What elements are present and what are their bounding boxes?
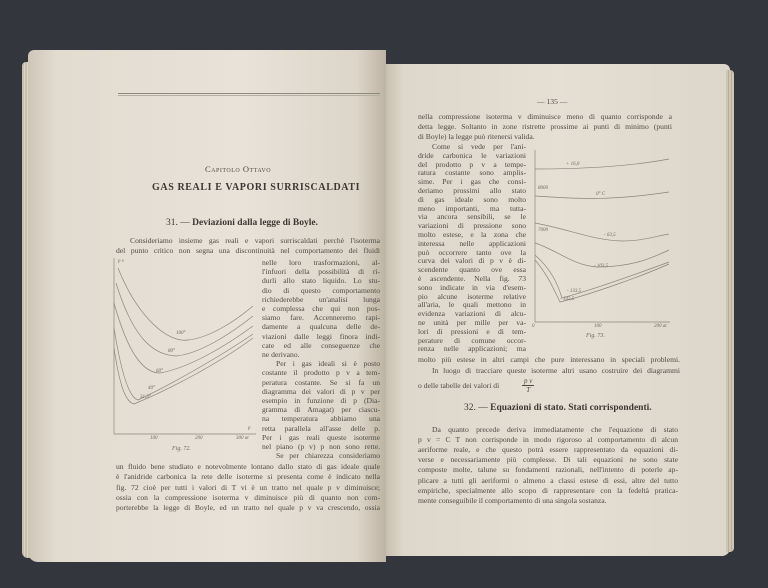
text-line: ne unità per mille per va- <box>418 318 526 327</box>
section-number: 32. — <box>464 403 488 413</box>
text-line: scendente quanto ove essa <box>418 265 526 275</box>
curve-label: 31,3° <box>140 395 151 400</box>
text-line: damente a qualcuna delle de- <box>262 322 380 332</box>
text-line: viazioni dalle leggi finora indi- <box>262 331 380 341</box>
curve-label: 100° <box>176 331 186 336</box>
text-line: esempio in funzione di p (Dia- <box>262 396 380 405</box>
text-line: Per i gas ideali si è posto <box>276 359 380 369</box>
text-line: di Boyle) la legge può ritenersi valida. <box>418 132 535 142</box>
header-rule <box>118 93 380 94</box>
text-line: deriamo prossimi allo stato <box>418 186 526 195</box>
text-line: Come si vede per l'ani- <box>432 142 526 151</box>
figure-72-diagram <box>108 258 258 438</box>
isotherm-100 <box>118 268 253 340</box>
text-line: via ancora sensibili, se le <box>418 212 526 222</box>
curve-label: + 16,0 <box>566 162 580 167</box>
x-tick: 300 at <box>236 436 249 441</box>
section-title: Deviazioni dalla legge di Boyle. <box>192 218 318 228</box>
curve-label: 80° <box>168 349 175 354</box>
text-line: Per i gas reali queste isoterme <box>262 432 380 442</box>
text-line: cate ed alle conseguenze che <box>262 340 380 350</box>
section-heading-32 <box>464 403 652 414</box>
text-line: porterebbe la legge di Boyle, ed un tratto nel quale p v va crescendo, ossia <box>116 503 380 513</box>
curve-label: - 63,5 <box>604 233 616 238</box>
text-line: siamo fare. Accenneremo rapi- <box>262 313 380 323</box>
page-number: — 135 — <box>537 97 568 106</box>
text-line: nella compressione isoterma v diminuisce meno di quanto corrisponde a <box>418 112 672 121</box>
fraction-pv-over-t <box>522 377 534 394</box>
text-line: variazioni di pressione sono <box>418 221 526 231</box>
figure-73-diagram <box>532 150 672 325</box>
isotherm <box>535 223 669 241</box>
text-line: composte molte, talune su fondamenti razionali, nell'intento di poterle ap- <box>418 465 678 475</box>
text-line: di gas ideale sono molto <box>418 194 526 204</box>
isotherm-60 <box>114 303 253 373</box>
text-line: verse e necessariamente più complesse. Di tali equazioni ne sono state <box>418 455 678 465</box>
curve-label: 0° C <box>596 192 606 197</box>
x-tick: 200 <box>195 436 203 441</box>
text-line: l'infuori della possibilità di ri- <box>262 267 380 277</box>
figure-caption: Fig. 72. <box>172 446 191 452</box>
text-line: Se per chiarezza consideriamo <box>276 451 380 461</box>
text-line: Consideriamo insieme gas reali e vapori surriscaldati perchè l'isoterma <box>130 236 380 245</box>
y-tick: 7000 <box>538 228 548 233</box>
y-tick: 8000 <box>538 186 548 191</box>
text-line: interessa nelle applicazioni <box>418 238 526 248</box>
text-line: empiriche, specialmente allo scopo di rappresentare con la fedeltà pratica- <box>418 485 678 495</box>
text-line: un fluido bene studiato e notevolmente lontano dallo stato di gas ideale quale <box>116 462 380 471</box>
text-line: gramma di Amagat) per ciascu- <box>262 405 380 415</box>
text-line: fig. 72 cioè per tutti i valori di T vi è un tratto nel quale p v diminuisce; <box>116 482 380 492</box>
section-heading-31 <box>166 218 318 229</box>
chapter-title: GAS REALI E VAPORI SURRISCALDATI <box>152 182 361 193</box>
section-number: 31. — <box>166 218 190 228</box>
x-tick: 100 <box>150 436 158 441</box>
text-line: evidenza variazioni di alcu- <box>418 309 526 319</box>
text-line: detta legge. Soltanto in zone ristrette prossime ai punti di minimo (punti <box>418 122 672 132</box>
chapter-heading: Capitolo Ottavo <box>205 164 272 174</box>
text-line: del punto critico non segna una discontinuità nel comportamento dei fluidi <box>116 246 380 256</box>
text-line: p v = C T non corrisponde in modo rigoroso al comportamento di alcun <box>418 435 678 445</box>
text-line: Da quanto precede deriva immediatamente che l'equazione di stato <box>432 425 678 434</box>
text-line: ratura costante sono amplis- <box>418 168 526 178</box>
text-line: mente conseguibile il comportamento di una singola sostanza. <box>418 495 607 505</box>
text-line: è ascendente. Nella fig. 73 <box>418 274 526 283</box>
isotherm <box>535 159 669 169</box>
text-line: lori di pressioni e di tem- <box>418 326 526 336</box>
text-line: curva dei valori di p v è di- <box>418 256 526 266</box>
text-line: molto più estese in altri campi che pure interessano in speciali problemi. <box>418 355 680 364</box>
text-line: meno importanti, ma tutta- <box>418 203 526 213</box>
text-line: peratura costante. Se si fa un <box>262 377 380 387</box>
text-line: na temperatura abbiamo una <box>262 414 380 424</box>
text-line: nel piano (p v) p non sono rette. <box>262 442 380 451</box>
text-line: molto estese, e la zona che <box>418 230 526 239</box>
text-line: plicare a tutti gli aeriformi o almeno a classi estese di essi, altre del tutto <box>418 475 678 485</box>
text-line: aeriforme reale, e che questo potrà essere rappresentato da equazioni di- <box>418 445 678 455</box>
text-line: durli allo stato liquido. Lo stu- <box>262 276 380 286</box>
text-line: In luogo di tracciare queste isoterme altri usano costruire dei diagrammi <box>432 365 680 375</box>
text-line: e complessa che qui non pos- <box>262 304 380 313</box>
curve-label: - 133,5 <box>567 289 582 294</box>
figure-caption: Fig. 73. <box>586 333 605 339</box>
text-line: è l'anidride carbonica la rete delle isoterme si presenta come è indicato nella <box>116 472 380 482</box>
text-line: ossia con la compressione isoterma v diminuisce più di quanto non com- <box>116 492 380 502</box>
text-line: sime. Per i gas che consi- <box>418 177 526 187</box>
y-axis-label: p v <box>118 259 124 264</box>
text-line: pio alcune isoterme relative <box>418 291 526 301</box>
curve-label: - 142,5 <box>560 297 575 302</box>
text-line: ne derivano. <box>262 350 300 359</box>
text-line: costante il prodotto p v a tem- <box>262 368 380 378</box>
text-line: o delle tabelle dei valori di <box>418 381 500 390</box>
text-line: retta parallela all'asse delle p. <box>262 423 380 433</box>
curve-label: 40° <box>148 386 155 391</box>
text-line: diagramma dei valori di p v per <box>262 386 380 396</box>
isotherm-40 <box>114 328 253 400</box>
text-line: può occorrere tanto ove la <box>418 247 526 257</box>
fraction-numerator: p v <box>524 377 533 385</box>
x-axis-label: p <box>248 426 251 431</box>
text-line: perature di comune occor- <box>418 335 526 345</box>
text-line: nelle loro trasformazioni, al- <box>262 258 380 267</box>
fraction-denominator: T <box>526 386 531 394</box>
x-tick: 200 at <box>654 324 667 329</box>
isotherm-80 <box>116 283 253 356</box>
text-line: del prodotto p v a tempe- <box>418 159 526 169</box>
curve-label: - 103,5 <box>594 264 609 269</box>
page-edges-right <box>726 70 734 552</box>
text-line: all'aria, le quali mettono in <box>418 300 526 310</box>
text-line: richiederebbe un'analisi lunga <box>262 294 380 304</box>
section-title: Equazioni di stato. Stati corrispondenti. <box>490 403 652 413</box>
curve-label: 60° <box>156 369 163 374</box>
x-tick: 100 <box>594 324 602 329</box>
text-line: dio di questo comportamento <box>262 285 380 295</box>
text-line: dride carbonica le variazioni <box>418 150 526 160</box>
x-tick: 0 <box>532 324 535 329</box>
text-line: sono indicate in via d'esem- <box>418 282 526 292</box>
text-line: renza nelle applicazioni; ma <box>418 344 526 354</box>
